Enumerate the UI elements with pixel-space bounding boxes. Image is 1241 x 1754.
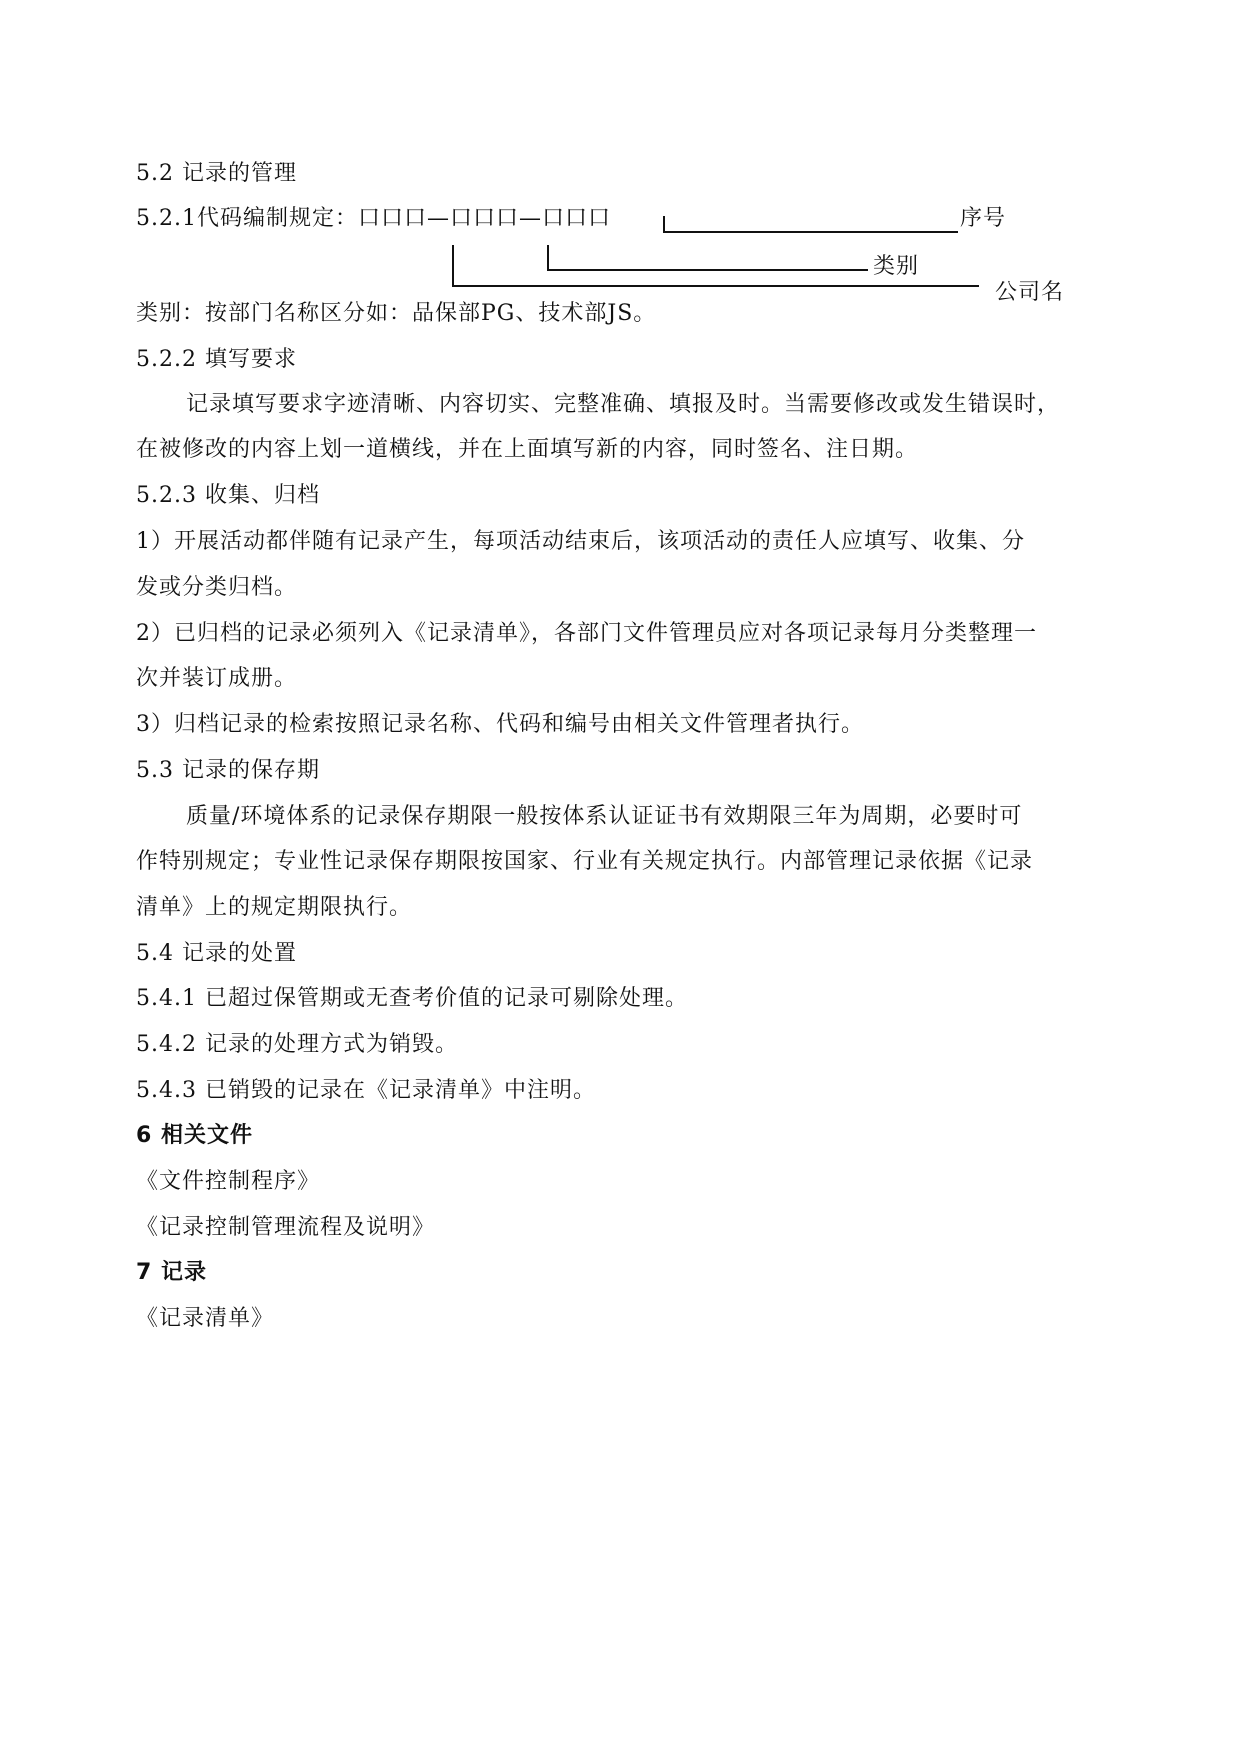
category-label: 类别 bbox=[873, 254, 920, 279]
related-doc-1: 《文件控制程序》 bbox=[136, 1169, 321, 1194]
cat-bracket-line bbox=[548, 245, 868, 270]
section-5-4-3: 5.4.3 已销毁的记录在《记录清单》中注明。 bbox=[136, 1078, 596, 1103]
section-7-heading: 7 记录 bbox=[136, 1260, 207, 1285]
retention-paragraph-line1: 质量/环境体系的记录保存期限一般按体系认证证书有效期限三年为周期，必要时可 bbox=[186, 804, 1023, 829]
code-pattern: 口口口—口口口—口口口 bbox=[357, 206, 611, 231]
section-5-4-1: 5.4.1 已超过保管期或无查考价值的记录可剔除处理。 bbox=[136, 986, 688, 1011]
retention-paragraph-line3: 清单》上的规定期限执行。 bbox=[136, 895, 413, 920]
section-5-2-3-heading: 5.2.3 收集、归档 bbox=[136, 483, 320, 508]
related-doc-2: 《记录控制管理流程及说明》 bbox=[136, 1215, 436, 1240]
seq-label: 序号 bbox=[960, 206, 1007, 231]
section-5-2-2-heading: 5.2.2 填写要求 bbox=[136, 347, 297, 372]
section-5-4-2: 5.4.2 记录的处理方式为销毁。 bbox=[136, 1032, 458, 1057]
code-structure-diagram bbox=[0, 0, 1241, 320]
section-5-3-heading: 5.3 记录的保存期 bbox=[136, 758, 320, 783]
retention-paragraph-line2: 作特别规定；专业性记录保存期限按国家、行业有关规定执行。内部管理记录依据《记录 bbox=[136, 849, 1034, 874]
fill-requirements-paragraph-line1: 记录填写要求字迹清晰、内容切实、完整准确、填报及时。当需要修改或发生错误时， bbox=[186, 392, 1061, 417]
section-5-4-heading: 5.4 记录的处置 bbox=[136, 941, 297, 966]
company-label: 公司名 bbox=[995, 280, 1065, 305]
item-1-line1: 1）开展活动都伴随有记录产生，每项活动结束后，该项活动的责任人应填写、收集、分 bbox=[136, 529, 1025, 554]
section-6-heading: 6 相关文件 bbox=[136, 1123, 253, 1148]
item-1-line2: 发或分类归档。 bbox=[136, 575, 298, 600]
item-2-line1: 2）已归档的记录必须列入《记录清单》，各部门文件管理员应对各项记录每月分类整理一 bbox=[136, 621, 1038, 646]
item-2-line2: 次并装订成册。 bbox=[136, 666, 298, 691]
fill-requirements-paragraph-line2: 在被修改的内容上划一道横线，并在上面填写新的内容，同时签名、注日期。 bbox=[136, 437, 919, 462]
record-doc-1: 《记录清单》 bbox=[136, 1306, 275, 1331]
code-rule-label: 5.2.1代码编制规定： bbox=[136, 206, 358, 231]
seq-bracket-line bbox=[664, 216, 958, 232]
category-note: 类别：按部门名称区分如：品保部PG、技术部JS。 bbox=[136, 301, 657, 326]
item-3: 3）归档记录的检索按照记录名称、代码和编号由相关文件管理者执行。 bbox=[136, 712, 864, 737]
section-5-2-heading: 5.2 记录的管理 bbox=[136, 161, 297, 186]
